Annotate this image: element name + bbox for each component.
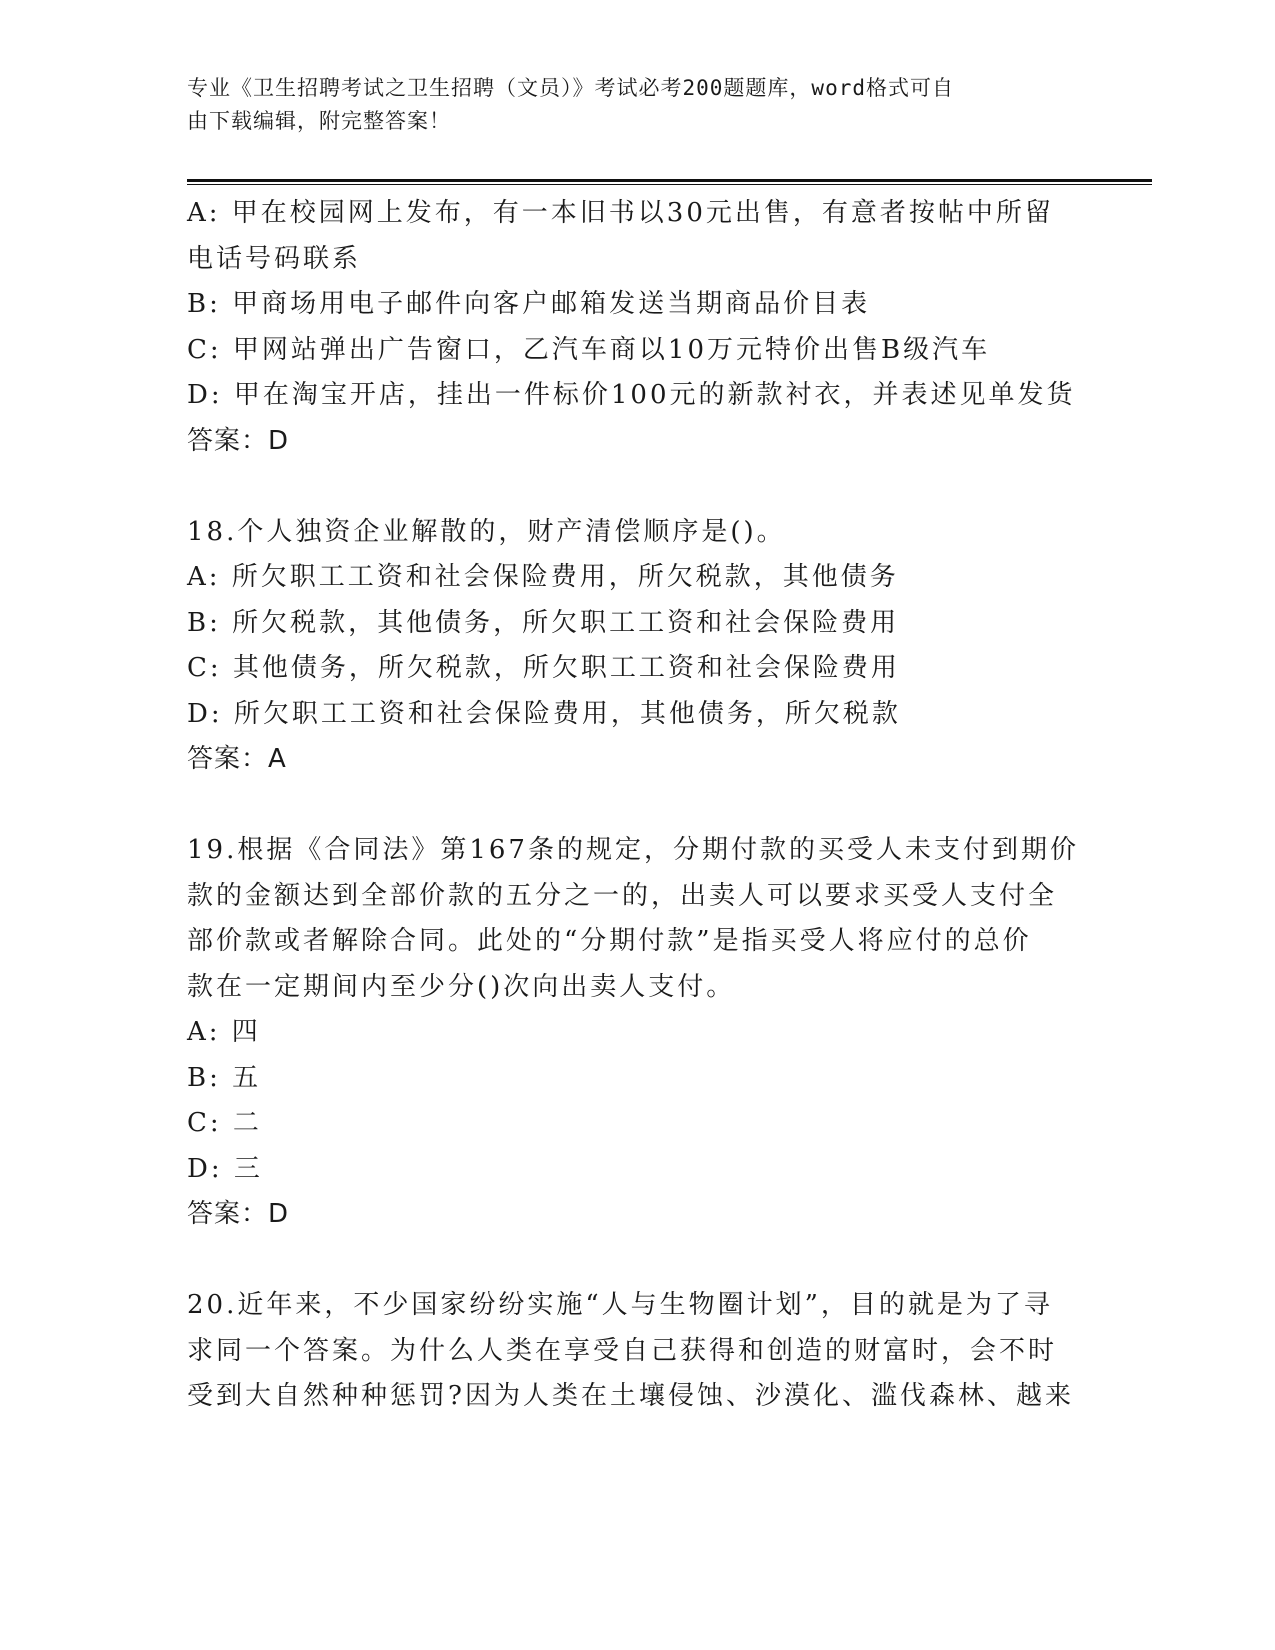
option-b: B: 五 — [187, 1062, 262, 1093]
option-b: B: 甲商场用电子邮件向客户邮箱发送当期商品价目表 — [187, 289, 871, 319]
option-c: C: 二 — [187, 1108, 262, 1138]
question-stem: 20.近年来，不少国家纷纷实施“人与生物圈计划”，目的就是为了寻 — [187, 1290, 1053, 1320]
question-stem-continued: 受到大自然种种惩罚?因为人类在土壤侵蚀、沙漠化、滥伐森林、越来 — [187, 1381, 1074, 1411]
header-rule-thick — [187, 179, 1152, 182]
question-list — [187, 191, 1087, 1420]
question-stem-continued: 部价款或者解除合同。此处的“分期付款”是指买受人将应付的总价 — [187, 926, 1032, 956]
question-17 — [187, 191, 1087, 464]
option-c: C: 其他债务，所欠税款，所欠职工工资和社会保险费用 — [187, 653, 900, 683]
question-19 — [187, 828, 1087, 1238]
question-20 — [187, 1283, 1087, 1420]
answer-line: 答案：D — [187, 425, 290, 456]
option-d: D: 甲在淘宝开店，挂出一件标价100元的新款衬衣，并表述见单发货 — [187, 380, 1076, 410]
header-title-line-2: 由下载编辑，附完整答案！ — [187, 109, 451, 133]
question-spacer — [187, 1238, 1087, 1284]
option-a-continued: 电话号码联系 — [187, 243, 362, 274]
question-stem-continued: 求同一个答案。为什么人类在享受自己获得和创造的财富时，会不时 — [187, 1335, 1058, 1366]
option-c: C: 甲网站弹出广告窗口，乙汽车商以10万元特价出售B级汽车 — [187, 334, 991, 365]
question-18 — [187, 510, 1087, 783]
document-header — [187, 72, 1067, 138]
header-title-line-1: 专业《卫生招聘考试之卫生招聘（文员）》考试必考200题题库，word格式可自 — [187, 76, 954, 100]
option-a: A: 甲在校园网上发布，有一本旧书以30元出售，有意者按帖中所留 — [187, 198, 1054, 228]
option-d: D: 所欠职工工资和社会保险费用，其他债务，所欠税款 — [187, 698, 901, 729]
option-a: A: 所欠职工工资和社会保险费用，所欠税款，其他债务 — [187, 562, 899, 592]
question-stem: 18.个人独资企业解散的，财产清偿顺序是()。 — [187, 516, 786, 547]
option-d: D: 三 — [187, 1153, 263, 1184]
question-stem: 19.根据《合同法》第167条的规定，分期付款的买受人未支付到期价 — [187, 835, 1079, 865]
option-b: B: 所欠税款，其他债务，所欠职工工资和社会保险费用 — [187, 607, 900, 638]
question-stem-continued: 款的金额达到全部价款的五分之一的，出卖人可以要求买受人支付全 — [187, 880, 1058, 911]
question-stem-continued: 款在一定期间内至少分()次向出卖人支付。 — [187, 971, 736, 1002]
question-spacer — [187, 464, 1087, 510]
answer-line: 答案：D — [187, 1199, 290, 1229]
option-a: A: 四 — [187, 1017, 261, 1047]
header-rule-thin — [187, 184, 1152, 185]
answer-line: 答案：A — [187, 744, 287, 774]
question-spacer — [187, 783, 1087, 829]
